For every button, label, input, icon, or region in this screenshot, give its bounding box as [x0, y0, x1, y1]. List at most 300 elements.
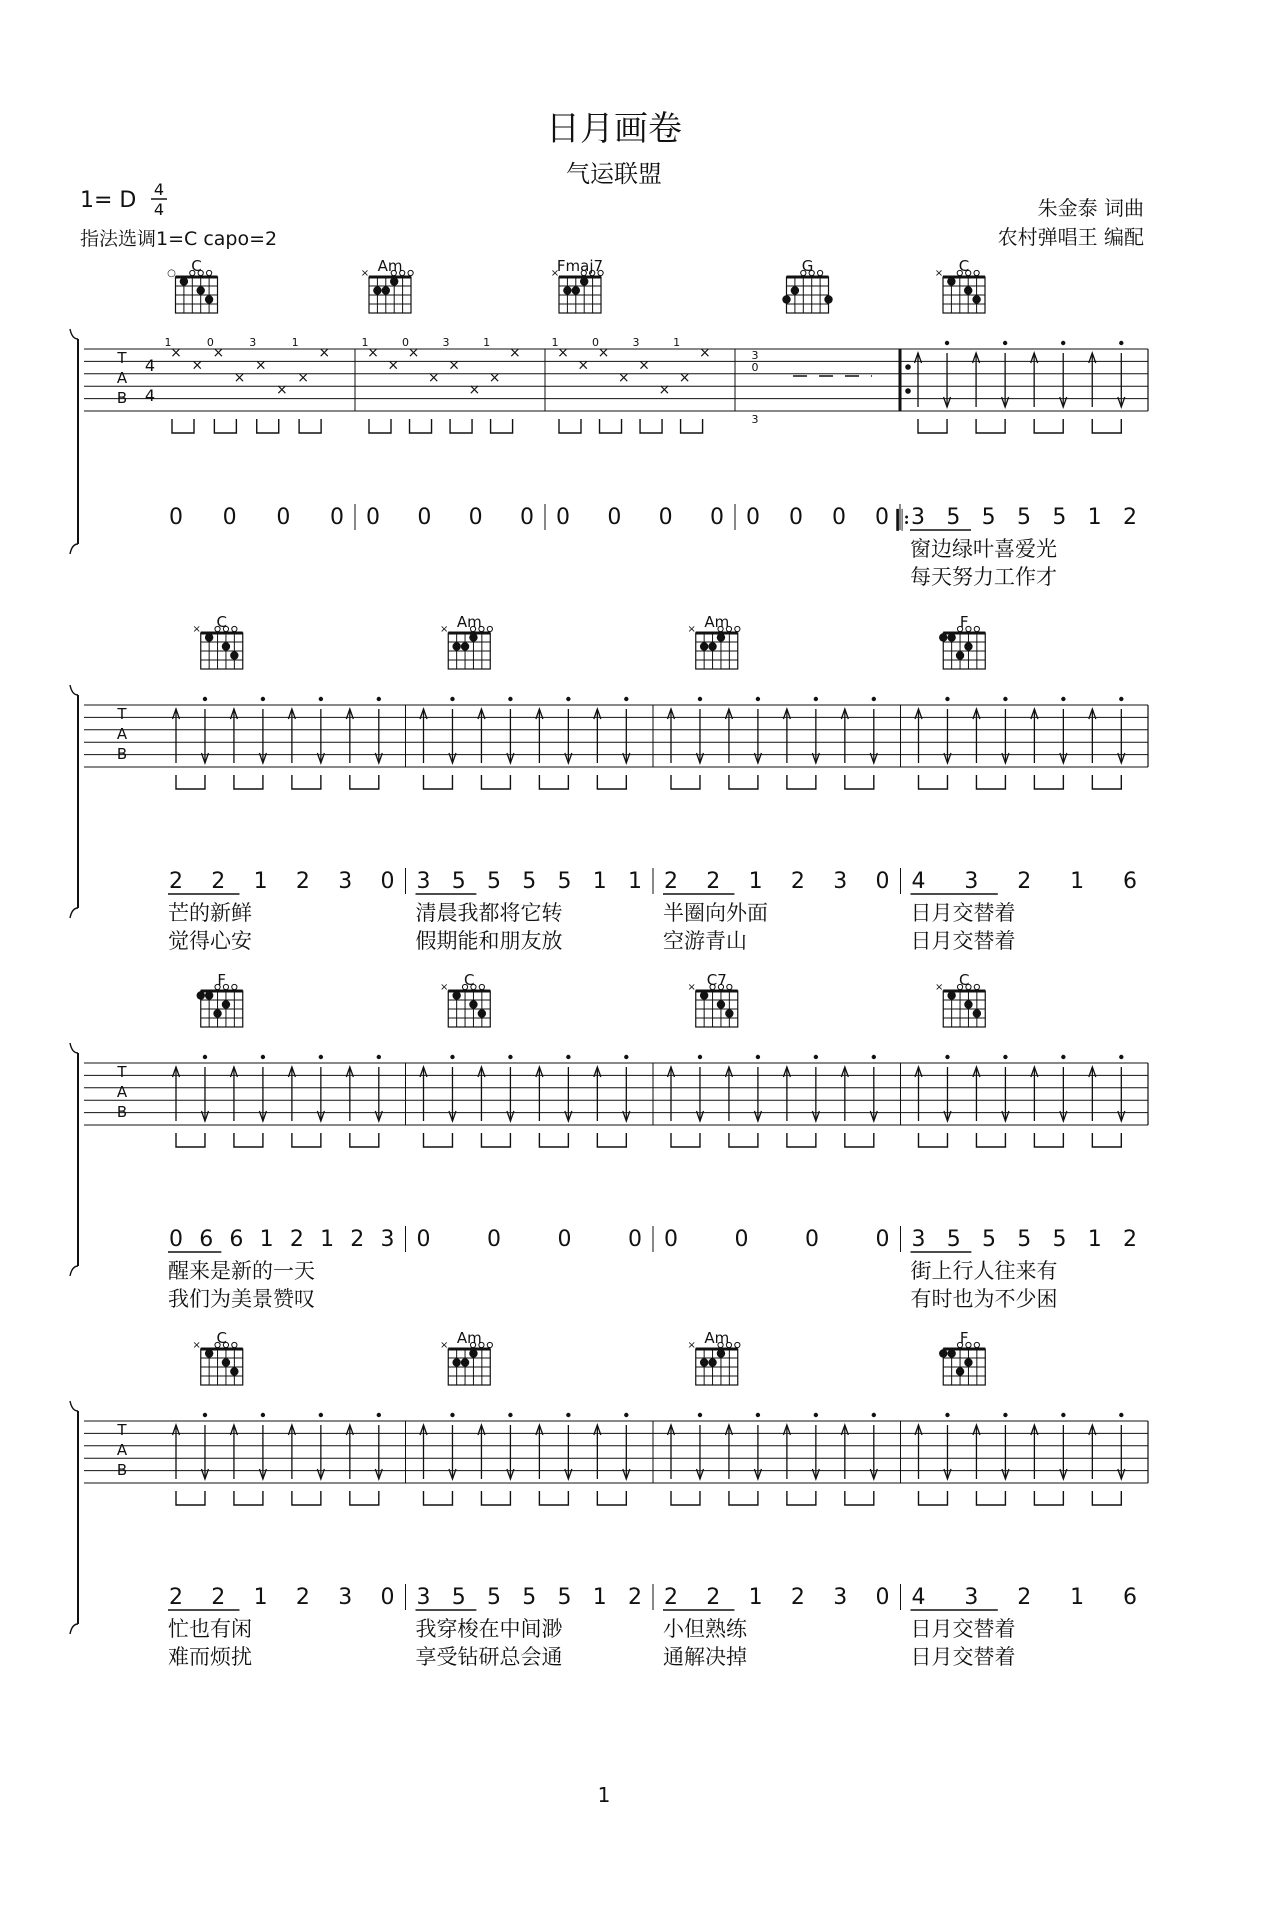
fret-number: 0	[592, 336, 600, 349]
accent-dot	[450, 1055, 454, 1059]
chord-name: C	[191, 257, 202, 275]
accent-dot	[203, 1055, 207, 1059]
rhythm-beam	[559, 419, 581, 433]
rhythm-beam	[481, 775, 510, 789]
chord-dot	[469, 1349, 477, 1357]
arranger-credit: 农村弹唱王 编配	[997, 225, 1144, 249]
chord-dot	[373, 286, 381, 294]
lyric-verse-1: 街上行人往来有	[910, 1259, 1058, 1283]
lyric-verse-2: 享受钻研总会通	[415, 1645, 563, 1669]
accent-dot	[814, 1413, 818, 1417]
rhythm-beam	[481, 1133, 510, 1147]
open-string-mark	[487, 1342, 492, 1347]
system-brace-curl	[70, 1043, 78, 1276]
chord-dot	[452, 642, 460, 650]
jianpu-note: 2	[350, 1227, 365, 1252]
jianpu-note: 6	[1123, 1585, 1137, 1610]
chord-name: G	[801, 257, 814, 275]
rhythm-beam	[214, 419, 236, 433]
lyric-verse-2: 假期能和朋友放	[415, 929, 563, 953]
accent-dot	[1003, 341, 1007, 345]
rhythm-beam	[729, 1133, 758, 1147]
lyric-verse-2: 觉得心安	[168, 929, 252, 953]
rhythm-beam	[976, 1133, 1005, 1147]
string-mute-mark: ×	[934, 268, 944, 279]
rhythm-beam	[1034, 1491, 1063, 1505]
lyric-verse-2: 通解决掉	[663, 1645, 747, 1669]
jianpu-note: 2	[790, 869, 805, 894]
rhythm-beam	[1034, 1133, 1063, 1147]
jianpu-note: 1	[592, 869, 607, 894]
jianpu-note: 0	[710, 505, 724, 530]
chord-dot	[222, 642, 230, 650]
fret-number: 3	[249, 336, 257, 349]
accent-dot	[1119, 1055, 1123, 1059]
lyric-verse-1: 醒来是新的一天	[168, 1259, 315, 1283]
jianpu-note: 1	[1087, 1227, 1102, 1252]
jianpu-note: 0	[380, 1585, 395, 1610]
pick-x: ×	[577, 357, 590, 374]
jianpu-note: 3	[964, 1585, 979, 1610]
jianpu-note: 2	[211, 1585, 226, 1610]
system-brace-curl	[70, 685, 78, 918]
chord-diagram	[551, 257, 603, 313]
chord-dot	[452, 1358, 460, 1366]
chord-name: C	[216, 1329, 227, 1347]
accent-dot	[756, 1055, 760, 1059]
string-mute-mark: ×	[192, 1340, 201, 1351]
chord-name: C	[959, 971, 970, 989]
lyric-verse-2: 难而烦扰	[168, 1645, 252, 1669]
accent-dot	[566, 1413, 570, 1417]
string-mute-mark: ×	[440, 1340, 449, 1351]
jianpu-note: 0	[875, 869, 890, 894]
accent-dot	[624, 697, 628, 701]
jianpu-note: 2	[1123, 505, 1137, 530]
jianpu-note: 0	[169, 1227, 183, 1252]
system-brace-curl	[70, 1401, 78, 1634]
tab-letter: B	[116, 1461, 128, 1479]
jianpu-note: 1	[748, 869, 763, 894]
fret-number: 1	[361, 336, 369, 349]
open-string-mark	[974, 1342, 979, 1347]
jianpu-note: 6	[199, 1227, 214, 1252]
chord-diagram	[782, 257, 832, 313]
jianpu-note: 3	[416, 1585, 431, 1610]
fret-number: 3	[442, 336, 450, 349]
chord-dot	[700, 991, 708, 999]
jianpu-note: 5	[1052, 505, 1067, 530]
rhythm-beam	[919, 1491, 948, 1505]
string-mute-mark: ○	[167, 268, 176, 279]
jianpu-note: 5	[1017, 1227, 1032, 1252]
accent-dot	[203, 697, 207, 701]
open-string-mark	[974, 270, 979, 275]
lyric-verse-2: 有时也为不少困	[910, 1287, 1058, 1311]
jianpu-note: 0	[416, 1227, 431, 1252]
accent-dot	[261, 697, 265, 701]
open-string-mark	[232, 984, 237, 989]
chord-diagram	[935, 257, 985, 313]
chord-dot	[708, 1358, 716, 1366]
chord-diagram	[440, 971, 490, 1027]
chord-dot	[717, 1349, 725, 1357]
jianpu-note: 3	[833, 1585, 848, 1610]
lyric-verse-1: 小但熟练	[663, 1617, 747, 1641]
accent-dot	[1003, 1055, 1007, 1059]
rhythm-beam	[729, 1491, 758, 1505]
rhythm-beam	[671, 1491, 700, 1505]
string-mute-mark: ×	[687, 624, 696, 635]
jianpu-note: 2	[211, 869, 226, 894]
pick-x: ×	[276, 382, 288, 399]
jianpu-note: 5	[946, 1227, 961, 1252]
pick-x: ×	[678, 369, 691, 386]
fret-number: 0	[402, 336, 410, 349]
jianpu-note: 5	[487, 1585, 501, 1610]
string-mute-mark: ×	[935, 982, 944, 993]
rhythm-beam	[481, 1491, 510, 1505]
jianpu-note: 1	[253, 869, 268, 894]
jianpu-note: 0	[664, 1227, 678, 1252]
rhythm-beam	[292, 1491, 321, 1505]
jianpu-note: 3	[833, 869, 848, 894]
tuning-note: 指法选调1=C capo=2	[80, 228, 278, 250]
accent-dot	[945, 697, 949, 701]
open-string-mark	[727, 984, 732, 989]
repeat-dot	[905, 364, 911, 370]
lyric-verse-1: 清晨我都将它转	[415, 901, 563, 925]
pick-x: ×	[407, 345, 420, 361]
fret-number: 3	[632, 336, 640, 349]
chord-dot	[700, 1358, 708, 1366]
accent-dot	[698, 1413, 702, 1417]
accent-dot	[319, 1413, 323, 1417]
rhythm-beam	[424, 1133, 453, 1147]
lyric-verse-2: 日月交替着	[910, 1645, 1016, 1669]
jianpu-note: 2	[169, 869, 183, 894]
chord-diagram	[167, 257, 217, 313]
chord-dot	[824, 295, 832, 303]
rhythm-beam	[845, 1491, 874, 1505]
jianpu-note: 2	[664, 1585, 678, 1610]
accent-dot	[872, 1055, 876, 1059]
chord-name: Am	[456, 613, 482, 631]
chord-dot	[956, 651, 964, 659]
fret-number: 0	[206, 336, 214, 349]
jianpu-note: 1	[1070, 869, 1085, 894]
rhythm-beam	[918, 419, 947, 433]
accent-dot	[698, 1055, 702, 1059]
jianpu-note: 5	[557, 1585, 572, 1610]
rhythm-beam	[176, 1491, 205, 1505]
jianpu-note: 2	[1017, 869, 1032, 894]
accent-dot	[1061, 1055, 1065, 1059]
fret-number: 1	[164, 336, 172, 349]
chord-dot	[956, 1367, 964, 1375]
chord-dot	[382, 286, 390, 294]
repeat-dot	[905, 388, 911, 394]
accent-dot	[450, 697, 454, 701]
chord-diagram	[193, 613, 243, 669]
jianpu-note: 5	[451, 869, 466, 894]
pick-x: ×	[468, 382, 481, 399]
rhythm-beam	[539, 775, 568, 789]
rhythm-beam	[491, 419, 513, 433]
chord-dot	[461, 642, 469, 650]
tab-letter: A	[116, 1083, 128, 1101]
chord-name: C7	[706, 971, 727, 989]
accent-dot	[1061, 697, 1065, 701]
jianpu-note: 5	[522, 1585, 537, 1610]
accent-dot	[377, 697, 381, 701]
jianpu-note: 6	[229, 1227, 244, 1252]
rhythm-beam	[424, 775, 453, 789]
fret-number: 3	[751, 413, 759, 426]
jianpu-note: 1	[320, 1227, 335, 1252]
chord-diagram	[935, 971, 985, 1027]
pick-x: ×	[297, 369, 309, 386]
chord-dot	[197, 991, 205, 999]
chord-name: Am	[456, 1329, 482, 1347]
jianpu-note: 0	[805, 1227, 819, 1252]
chord-dot	[205, 295, 213, 303]
accent-dot	[624, 1413, 628, 1417]
open-string-mark	[735, 1342, 740, 1347]
jianpu-note: 2	[664, 869, 678, 894]
accent-dot	[566, 697, 570, 701]
lyric-verse-1: 日月交替着	[910, 901, 1016, 925]
chord-diagram	[688, 971, 738, 1027]
lyric-verse-1: 芒的新鲜	[168, 901, 252, 925]
jianpu-note: 2	[169, 1585, 183, 1610]
chord-dot	[782, 295, 790, 303]
jianpu-note: 3	[911, 505, 925, 530]
open-string-mark	[408, 270, 413, 275]
fret-number: 1	[483, 336, 491, 349]
string-mute-mark: ×	[550, 268, 560, 279]
accent-dot	[945, 1413, 949, 1417]
chord-dot	[725, 1009, 733, 1017]
rhythm-beam	[681, 419, 703, 433]
chord-diagram	[197, 971, 243, 1027]
rhythm-beam	[640, 419, 662, 433]
lyric-verse-1: 半圈向外面	[663, 901, 768, 925]
jianpu-note: 3	[416, 869, 431, 894]
chord-diagram	[193, 1329, 243, 1385]
chord-diagram	[939, 1329, 985, 1385]
rhythm-beam	[919, 1133, 948, 1147]
chord-dot	[964, 1000, 972, 1008]
pick-x: ×	[488, 369, 501, 386]
jianpu-note: 0	[556, 505, 570, 530]
jianpu-note: 0	[746, 505, 760, 530]
chord-name: F	[959, 613, 969, 631]
chord-dot	[390, 277, 398, 285]
chord-dot	[572, 286, 580, 294]
open-string-mark	[735, 626, 740, 631]
lyrics-credit: 朱金泰 词曲	[1037, 196, 1144, 220]
page-number: 1	[597, 1783, 611, 1807]
accent-dot	[1003, 1413, 1007, 1417]
jianpu-note: 5	[557, 869, 572, 894]
pick-x: ×	[387, 357, 400, 374]
chord-dot	[939, 633, 947, 641]
accent-dot	[1119, 1413, 1123, 1417]
chord-name: Fmaj7	[556, 257, 604, 275]
chord-dot	[222, 1358, 230, 1366]
chord-dot	[947, 1349, 955, 1357]
jianpu-note: 0	[789, 505, 803, 530]
jianpu-note: 2	[1017, 1585, 1032, 1610]
pick-x: ×	[367, 345, 379, 361]
rhythm-beam	[597, 775, 626, 789]
pick-x: ×	[212, 345, 225, 361]
accent-dot	[1061, 1413, 1065, 1417]
accent-dot	[1119, 697, 1123, 701]
fret-number: 1	[551, 336, 559, 349]
time-signature-top: 4	[153, 180, 165, 199]
string-mute-mark: ×	[687, 982, 696, 993]
chord-dot	[964, 286, 972, 294]
chord-diagram	[688, 613, 740, 669]
rhythm-beam	[1034, 419, 1063, 433]
rhythm-beam	[845, 1133, 874, 1147]
rhythm-beam	[450, 419, 472, 433]
tab-letter: B	[116, 745, 128, 763]
rhythm-beam	[671, 1133, 700, 1147]
score-system	[70, 613, 1148, 953]
jianpu-note: 1	[1070, 1585, 1085, 1610]
rhythm-beam	[350, 775, 379, 789]
accent-dot	[319, 697, 323, 701]
pick-x: ×	[597, 345, 610, 361]
accent-dot	[1061, 341, 1065, 345]
accent-dot	[450, 1413, 454, 1417]
jianpu-note: 5	[946, 505, 961, 530]
rhythm-beam	[176, 1133, 205, 1147]
jianpu-note: 0	[276, 505, 291, 530]
tab-letter: T	[117, 1063, 127, 1081]
chord-dot	[563, 286, 571, 294]
lyric-verse-1: 忙也有闲	[168, 1617, 252, 1641]
tab-letter: B	[116, 1103, 128, 1121]
chord-dot	[791, 286, 799, 294]
jianpu-note: 0	[557, 1227, 572, 1252]
open-string-mark	[232, 626, 237, 631]
tab-letter: T	[117, 1421, 127, 1439]
chord-dot	[717, 1000, 725, 1008]
chord-name: C	[216, 613, 227, 631]
rhythm-beam	[976, 419, 1005, 433]
chord-dot	[469, 633, 477, 641]
chord-dot	[947, 633, 955, 641]
jianpu-note: 0	[628, 1227, 642, 1252]
jianpu-note: 2	[706, 1585, 721, 1610]
rhythm-beam	[976, 1491, 1005, 1505]
chord-dot	[947, 277, 955, 285]
lyric-verse-2: 空游青山	[663, 929, 747, 953]
jianpu-note: 1	[748, 1585, 763, 1610]
tab-letter: B	[116, 389, 128, 407]
accent-dot	[377, 1055, 381, 1059]
rhythm-beam	[919, 775, 948, 789]
lyric-verse-1: 我穿梭在中间渺	[415, 1617, 563, 1641]
jianpu-note: 1	[628, 869, 642, 894]
string-mute-mark: ×	[440, 982, 449, 993]
accent-dot	[698, 697, 702, 701]
chord-dot	[717, 633, 725, 641]
accent-dot	[945, 1055, 949, 1059]
rhythm-beam	[299, 419, 321, 433]
chord-dot	[205, 991, 213, 999]
jianpu-note: 0	[520, 505, 534, 530]
chord-name: Am	[704, 613, 730, 631]
jianpu-note: 0	[487, 1227, 501, 1252]
rhythm-beam	[350, 1491, 379, 1505]
open-string-mark	[479, 984, 484, 989]
jianpu-note: 3	[911, 1227, 926, 1252]
jianpu-note: 2	[628, 1585, 642, 1610]
jianpu-note: 5	[487, 869, 501, 894]
accent-dot	[261, 1055, 265, 1059]
system-brace-curl	[70, 329, 78, 554]
chord-name: C	[464, 971, 475, 989]
rhythm-beam	[539, 1133, 568, 1147]
chord-name: F	[217, 971, 227, 989]
chord-dot	[452, 991, 460, 999]
chord-dot	[230, 651, 238, 659]
jianpu-note: 2	[706, 869, 721, 894]
rhythm-beam	[1034, 775, 1063, 789]
pick-x: ×	[638, 357, 650, 374]
accent-dot	[872, 1413, 876, 1417]
fret-number: 3	[751, 349, 759, 362]
chord-name: Am	[377, 257, 403, 275]
pick-x: ×	[233, 369, 246, 386]
score-system	[70, 257, 1148, 589]
accent-dot	[261, 1413, 265, 1417]
accent-dot	[566, 1055, 570, 1059]
jianpu-note: 4	[911, 869, 926, 894]
jianpu-note: 4	[911, 1585, 926, 1610]
chord-dot	[230, 1367, 238, 1375]
open-string-mark	[974, 626, 979, 631]
pick-x: ×	[617, 369, 630, 386]
pick-x: ×	[170, 345, 182, 361]
jianpu-note: 0	[417, 505, 432, 530]
score-system	[70, 1329, 1148, 1669]
chord-dot	[469, 1000, 477, 1008]
jianpu-note: 5	[1052, 1227, 1067, 1252]
jianpu-note: 2	[295, 869, 310, 894]
chord-name: Am	[704, 1329, 730, 1347]
chord-diagram	[688, 1329, 740, 1385]
chord-dot	[461, 1358, 469, 1366]
score-system	[70, 971, 1148, 1311]
rhythm-beam	[976, 775, 1005, 789]
key-signature: 1= D	[80, 188, 137, 213]
chord-diagram	[440, 1329, 492, 1385]
chord-dot	[939, 1349, 947, 1357]
jianpu-note: 0	[222, 505, 237, 530]
chord-dot	[180, 277, 188, 285]
jianpu-note: 0	[468, 505, 483, 530]
rhythm-beam	[597, 1133, 626, 1147]
rhythm-beam	[350, 1133, 379, 1147]
rhythm-beam	[172, 419, 194, 433]
chord-dot	[708, 642, 716, 650]
